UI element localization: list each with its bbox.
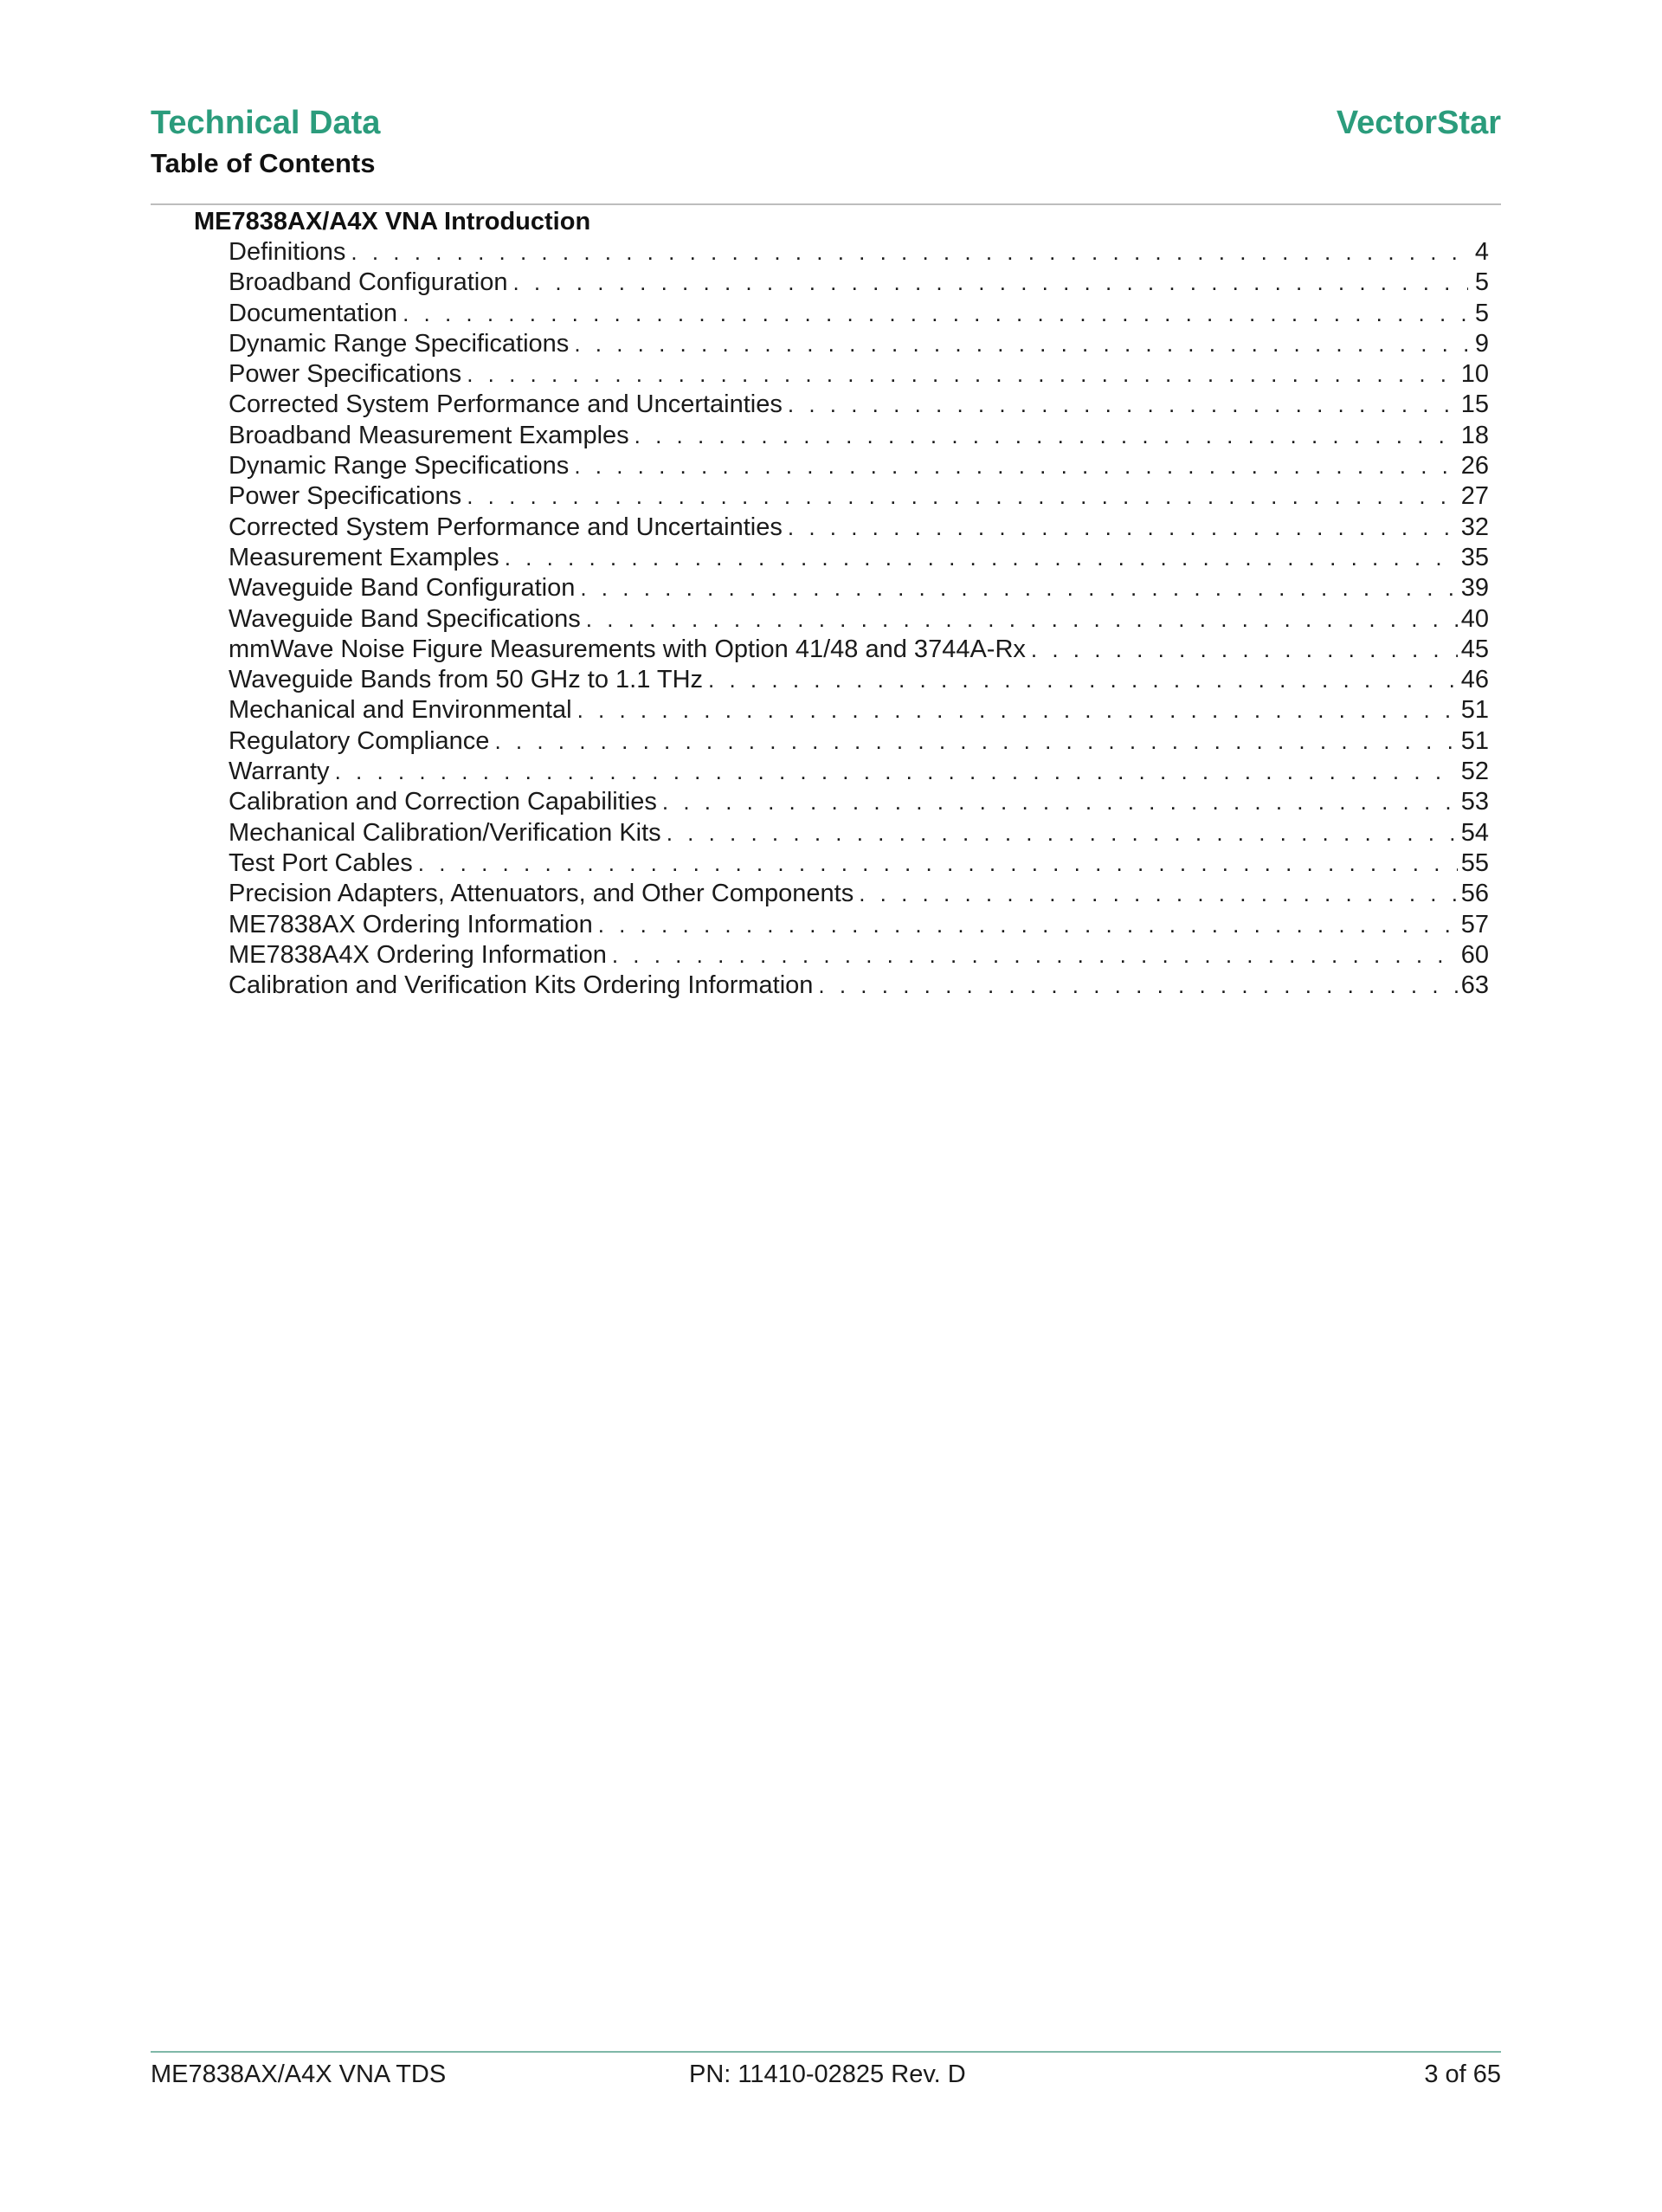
toc-entry[interactable] <box>229 451 1489 481</box>
page-footer <box>151 2057 1501 2092</box>
toc-entry-page-number: 51 <box>1460 726 1489 755</box>
toc-dot-leader <box>1031 635 1458 665</box>
toc-entry-page-number: 9 <box>1474 329 1489 358</box>
toc-entry[interactable] <box>229 421 1489 451</box>
toc-entry-label: Test Port Cables <box>229 848 413 877</box>
toc-entry-label: Mechanical Calibration/Verification Kits <box>229 818 661 847</box>
toc-entry[interactable] <box>229 726 1489 757</box>
toc-entry-page-number: 10 <box>1460 360 1489 389</box>
toc-dot-leader <box>788 390 1458 420</box>
brand-name: VectorStar <box>1336 105 1501 141</box>
toc-dot-leader <box>574 451 1457 481</box>
footer-part-number: PN: 11410-02825 Rev. D <box>689 2060 966 2088</box>
toc-entry-page-number: 4 <box>1474 238 1489 266</box>
toc-dot-leader <box>788 513 1458 543</box>
page-subtitle: Table of Contents <box>151 148 376 178</box>
toc-entry[interactable] <box>229 513 1489 543</box>
footer-divider <box>151 2051 1501 2053</box>
toc-entry-page-number: 51 <box>1460 696 1489 725</box>
toc-dot-leader <box>577 695 1458 726</box>
toc-entry[interactable] <box>229 481 1489 512</box>
toc-dot-leader <box>403 299 1468 329</box>
toc-entry[interactable] <box>229 940 1489 971</box>
toc-dot-leader <box>574 329 1468 359</box>
toc-entry[interactable] <box>229 848 1489 879</box>
toc-dot-leader <box>467 359 1458 390</box>
toc-entry-page-number: 45 <box>1460 635 1489 663</box>
toc-entry-label: ME7838A4X Ordering Information <box>229 940 607 969</box>
toc-entry[interactable] <box>229 971 1489 1001</box>
toc-dot-leader <box>335 757 1458 787</box>
toc-entry-label: Measurement Examples <box>229 543 499 571</box>
toc-entry-page-number: 18 <box>1460 421 1489 449</box>
toc-entry-label: Corrected System Performance and Uncertainties <box>229 513 783 541</box>
toc-dot-leader <box>612 940 1458 971</box>
toc-entry[interactable] <box>229 695 1489 726</box>
toc-dot-leader <box>818 971 1457 1001</box>
toc-entry-label: Waveguide Band Specifications <box>229 604 581 633</box>
toc-entry-label: Broadband Configuration <box>229 268 508 297</box>
toc-entry[interactable] <box>229 787 1489 817</box>
toc-entry[interactable] <box>229 665 1489 695</box>
document-title: Technical Data <box>151 105 381 141</box>
toc-dot-leader <box>586 604 1458 635</box>
toc-entry-label: Power Specifications <box>229 482 462 511</box>
toc-entry-page-number: 26 <box>1460 452 1489 480</box>
toc-entry[interactable] <box>229 604 1489 635</box>
toc-entry-label: Corrected System Performance and Uncertainties <box>229 390 783 419</box>
toc-entry-label: Dynamic Range Specifications <box>229 452 570 480</box>
toc-entry-page-number: 53 <box>1460 788 1489 816</box>
toc-entry-page-number: 56 <box>1460 880 1489 908</box>
toc-entry-label: mmWave Noise Figure Measurements with Option 41/48 and 3744A-Rx <box>229 635 1026 663</box>
toc-entry-page-number: 15 <box>1460 390 1489 419</box>
toc-entry-page-number: 52 <box>1460 758 1489 786</box>
toc-entry[interactable] <box>229 879 1489 909</box>
toc-entry-label: Regulatory Compliance <box>229 726 490 755</box>
toc-entry-page-number: 40 <box>1460 604 1489 633</box>
toc-entry-page-number: 46 <box>1460 666 1489 694</box>
toc-dot-leader <box>667 818 1458 848</box>
toc-entry-page-number: 27 <box>1460 482 1489 511</box>
toc-entry-page-number: 54 <box>1460 818 1489 847</box>
toc-entry-label: Dynamic Range Specifications <box>229 329 570 358</box>
table-of-contents <box>194 206 1489 1001</box>
toc-entry-page-number: 5 <box>1474 299 1489 327</box>
footer-page-number: 3 of 65 <box>1424 2060 1501 2088</box>
toc-entry[interactable] <box>229 573 1489 603</box>
toc-dot-leader <box>494 726 1457 757</box>
toc-dot-leader <box>467 481 1458 512</box>
toc-entry-label: Mechanical and Environmental <box>229 696 572 725</box>
toc-entry[interactable] <box>229 237 1489 268</box>
toc-entry[interactable] <box>229 757 1489 787</box>
toc-entry[interactable] <box>229 390 1489 420</box>
toc-entry-page-number: 5 <box>1474 268 1489 297</box>
toc-entry[interactable] <box>229 268 1489 298</box>
toc-entry-label: Waveguide Band Configuration <box>229 574 576 603</box>
toc-dot-leader <box>418 848 1458 879</box>
toc-dot-leader <box>580 573 1457 603</box>
toc-entry-page-number: 55 <box>1460 848 1489 877</box>
toc-entry-label: Calibration and Correction Capabilities <box>229 788 657 816</box>
toc-entry-label: Power Specifications <box>229 360 462 389</box>
toc-dot-leader <box>708 665 1458 695</box>
toc-dot-leader <box>351 237 1468 268</box>
toc-entry[interactable] <box>229 910 1489 940</box>
toc-entry-label: Calibration and Verification Kits Ordering Information <box>229 971 814 1000</box>
toc-entry-label: Documentation <box>229 299 398 327</box>
toc-dot-leader <box>662 787 1458 817</box>
toc-entry-label: Broadband Measurement Examples <box>229 421 629 449</box>
toc-entry[interactable] <box>229 329 1489 359</box>
toc-entry-label: Warranty <box>229 758 330 786</box>
toc-section-heading[interactable]: ME7838AX/A4X VNA Introduction <box>194 208 591 235</box>
toc-dot-leader <box>505 543 1458 573</box>
toc-dot-leader <box>635 421 1458 451</box>
toc-entry[interactable] <box>229 299 1489 329</box>
toc-entry-page-number: 57 <box>1460 910 1489 938</box>
footer-document-name: ME7838AX/A4X VNA TDS <box>151 2060 447 2088</box>
toc-entry-label: Precision Adapters, Attenuators, and Other Components <box>229 880 854 908</box>
toc-entry-page-number: 32 <box>1460 513 1489 541</box>
toc-entry-page-number: 35 <box>1460 543 1489 571</box>
toc-entry-label: Definitions <box>229 238 346 266</box>
toc-entry-label: Waveguide Bands from 50 GHz to 1.1 THz <box>229 666 704 694</box>
toc-entry-page-number: 39 <box>1460 574 1489 603</box>
toc-list <box>229 237 1489 1001</box>
toc-entry[interactable] <box>229 543 1489 573</box>
toc-dot-leader <box>598 910 1458 940</box>
toc-entry[interactable] <box>229 359 1489 390</box>
toc-entry[interactable] <box>229 818 1489 848</box>
toc-entry-page-number: 63 <box>1460 971 1489 1000</box>
toc-entry-label: ME7838AX Ordering Information <box>229 910 593 938</box>
toc-dot-leader <box>512 268 1468 298</box>
toc-entry-page-number: 60 <box>1460 940 1489 969</box>
header-divider <box>151 203 1501 205</box>
toc-dot-leader <box>859 879 1458 909</box>
toc-entry[interactable] <box>229 635 1489 665</box>
